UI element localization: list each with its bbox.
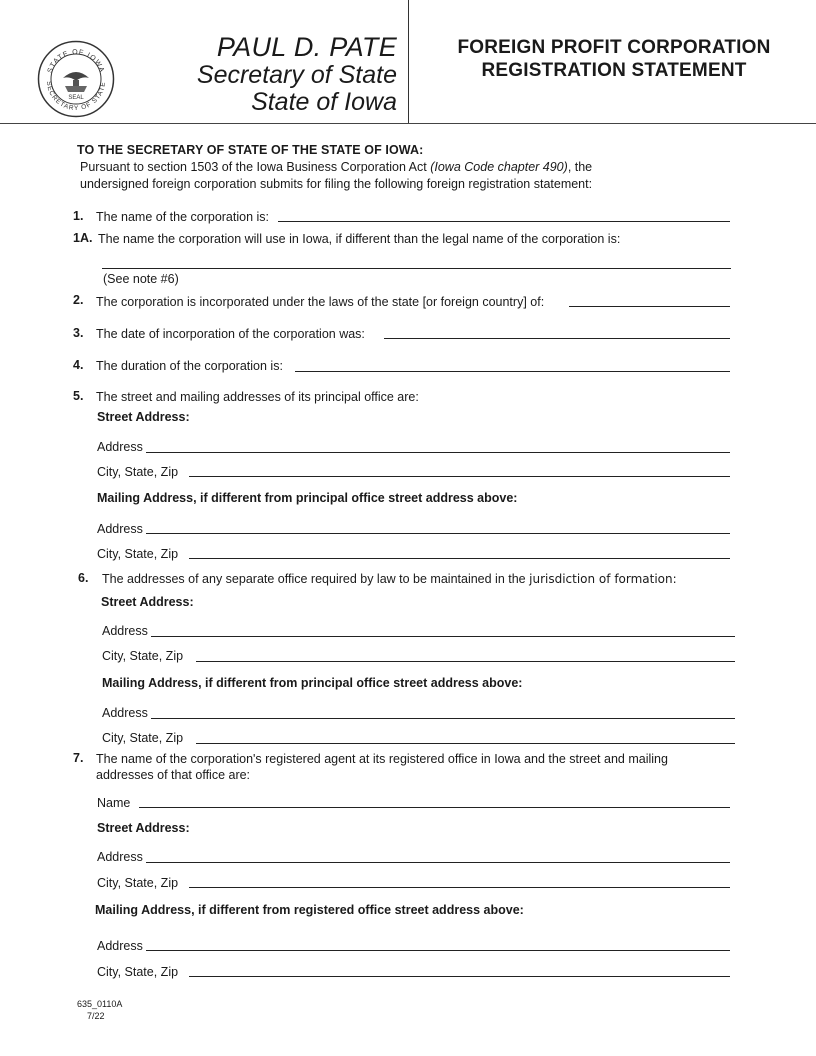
item-1a-note: (See note #6) (103, 272, 179, 286)
intro-line2: undersigned foreign corporation submits for filing the following foreign registration statement: (80, 177, 593, 191)
principal-mailing-city-state-zip-field[interactable] (189, 558, 730, 559)
header-vertical-divider (408, 0, 409, 124)
item-5-mailing-heading: Mailing Address, if different from principal office street address above: (97, 491, 518, 505)
principal-street-address-field[interactable] (146, 452, 730, 453)
registered-agent-name-field[interactable] (139, 807, 730, 808)
item-7-csz-label: City, State, Zip (97, 876, 179, 890)
svg-text:STATE OF IOWA (47, 49, 105, 74)
intro-line1 (80, 160, 592, 174)
intro-line1-italic: (Iowa Code chapter 490) (430, 160, 568, 174)
header-horizontal-divider (0, 123, 816, 124)
item-6-csz-label: City, State, Zip (102, 649, 184, 663)
duration-field[interactable] (295, 371, 730, 372)
item-1-text: The name of the corporation is: (96, 210, 270, 224)
item-6-mailing-address-label: Address (102, 706, 148, 720)
seal-text-top: STATE OF IOWA (46, 48, 106, 74)
item-1a-number: 1A. (73, 231, 93, 245)
item-6-text (102, 572, 677, 586)
form-revision: 7/22 (87, 1011, 105, 1021)
item-7-name-label: Name (97, 796, 131, 810)
item-2-number: 2. (73, 293, 84, 307)
item-5-mailing-address-label: Address (97, 522, 143, 536)
item-7-mailing-heading: Mailing Address, if different from registered office street address above: (95, 903, 524, 917)
iowa-name-field[interactable] (102, 268, 731, 269)
item-3-number: 3. (73, 326, 84, 340)
form-title-line2: REGISTRATION STATEMENT (481, 60, 747, 81)
registered-office-mailing-city-state-zip-field[interactable] (189, 976, 730, 977)
item-5-text: The street and mailing addresses of its principal office are: (96, 390, 419, 404)
item-7-mailing-csz-label: City, State, Zip (97, 965, 179, 979)
item-7-text-line1: The name of the corporation's registered agent at its registered office in Iowa and the street and mailing (96, 752, 668, 766)
item-6-text-jurisdiction: jurisdiction of formation: (529, 572, 677, 586)
corporation-name-field[interactable] (278, 221, 730, 222)
item-1-number: 1. (73, 209, 84, 223)
item-6-address-label: Address (102, 624, 148, 638)
item-7-street-heading: Street Address: (97, 821, 190, 835)
item-2-text: The corporation is incorporated under the laws of the state [or foreign country] of: (96, 295, 545, 309)
item-6-text-main: The addresses of any separate office required by law to be maintained in the (102, 572, 530, 586)
item-6-street-heading: Street Address: (101, 595, 194, 609)
seal-center-text: SEAL (68, 95, 84, 101)
intro-line1-part2: , the (567, 160, 593, 174)
item-6-mailing-heading: Mailing Address, if different from principal office street address above: (102, 676, 523, 690)
item-5-number: 5. (73, 389, 84, 403)
item-1a-text: The name the corporation will use in Iowa, if different than the legal name of the corporation is: (98, 232, 621, 246)
official-state: State of Iowa (251, 88, 397, 116)
principal-mailing-address-field[interactable] (146, 533, 730, 534)
principal-street-city-state-zip-field[interactable] (189, 476, 730, 477)
item-5-mailing-csz-label: City, State, Zip (97, 547, 179, 561)
official-title: Secretary of State (196, 61, 397, 89)
form-number: 635_0110A (77, 999, 123, 1009)
intro-line1-part1: Pursuant to section 1503 of the Iowa Business Corporation Act (80, 160, 431, 174)
item-7-mailing-address-label: Address (97, 939, 143, 953)
separate-office-mailing-address-field[interactable] (151, 718, 735, 719)
state-seal (37, 40, 115, 118)
incorporation-date-field[interactable] (384, 338, 730, 339)
separate-office-street-address-field[interactable] (151, 636, 735, 637)
separate-office-city-state-zip-field[interactable] (196, 661, 735, 662)
registered-office-street-address-field[interactable] (146, 862, 730, 863)
official-name: PAUL D. PATE (216, 32, 397, 62)
item-5-street-heading: Street Address: (97, 410, 190, 424)
seal-text-bottom: SECRETARY OF STATE (44, 81, 108, 113)
item-6-number: 6. (78, 571, 89, 585)
item-7-number: 7. (73, 751, 84, 765)
item-6-mailing-csz-label: City, State, Zip (102, 731, 184, 745)
registered-office-mailing-address-field[interactable] (146, 950, 730, 951)
item-3-text: The date of incorporation of the corporation was: (96, 327, 365, 341)
registered-office-city-state-zip-field[interactable] (189, 887, 730, 888)
item-5-csz-label: City, State, Zip (97, 465, 179, 479)
state-of-incorporation-field[interactable] (569, 306, 730, 307)
separate-office-mailing-city-state-zip-field[interactable] (196, 743, 735, 744)
item-4-text: The duration of the corporation is: (96, 359, 283, 373)
item-5-address-label: Address (97, 440, 143, 454)
item-7-text-line2: addresses of that office are: (96, 768, 251, 782)
item-4-number: 4. (73, 358, 84, 372)
form-title-line1: FOREIGN PROFIT CORPORATION (457, 37, 771, 58)
item-7-address-label: Address (97, 850, 143, 864)
intro-to-line: TO THE SECRETARY OF STATE OF THE STATE OF IOWA: (77, 143, 424, 157)
